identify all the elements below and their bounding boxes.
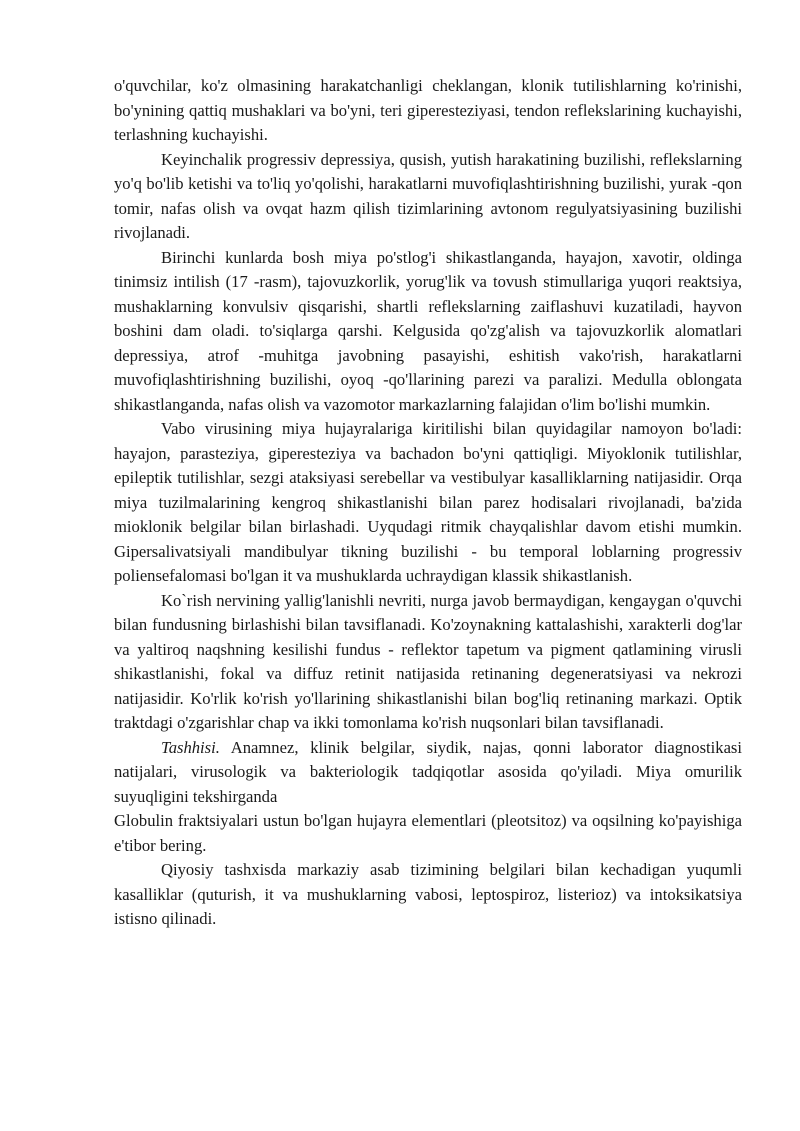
diagnosis-heading: Tashhisi. bbox=[161, 737, 220, 757]
paragraph-4: Vabo virusining miya hujayralariga kiritilishi bilan quyidagilar namoyon bo'ladi: hayajon, parasteziya, giperesteziya va bachadon bo'yni qattiqligi. Miyoklonik tutilishlar, epileptik tutilishlar, sezgi ataksiyasi serebellar va vestibulyar kasalliklarning natijasidir. Orqa miya tuzilmalarining kengroq shikastlanishi bilan parez hodisalari rivojlanadi, ba'zida mioklonik belgilar bilan birlashadi. Uyqudagi ritmik chayqalishlar davom etishi mumkin. Gipersalivatsiyali mandibulyar tikning buzilishi - bu temporal loblarning progressiv poliensefalomasi bo'lgan it va mushuklarda uchraydigan klassik shikastlanish. bbox=[114, 419, 742, 585]
paragraph-1: o'quvchilar, ko'z olmasining harakatchanligi cheklangan, klonik tutilishlarning ko'rinishi, bo'ynining qattiq mushaklari va bo'yni, teri giperesteziyasi, tendon reflekslarining kuchayishi, terlashning kuchayishi. bbox=[114, 76, 742, 144]
paragraph-2: Keyinchalik progressiv depressiya, qusish, yutish harakatining buzilishi, reflekslarning yo'q bo'lib ketishi va to'liq yo'qolishi, harakatlarni muvofiqlashtirishning buzilishi, yurak -qon tomir, nafas olish va ovqat hazm qilish tizimlarining avtonom regulyatsiyasining buzilishi rivojlanadi. bbox=[114, 149, 742, 242]
paragraph-6 bbox=[114, 736, 742, 810]
document-page bbox=[114, 74, 742, 932]
paragraph-3: Birinchi kunlarda bosh miya po'stlog'i shikastlanganda, hayajon, xavotir, oldinga tinimsiz intilish (17 -rasm), tajovuzkorlik, yorug'lik va tovush stimullariga yuqori reaktsiya, mushaklarning konvulsiv qisqarishi, shartli reflekslarning zaiflashuvi kuzatiladi, hayvon boshini dam oladi. to'siqlarga qarshi. Kelgusida qo'zg'alish va tajovuzkorlik alomatlari depressiya, atrof -muhitga javobning pasayishi, eshitish vako'rish, harakatlarni muvofiqlashtirishning buzilishi, oyoq -qo'llarining parezi va paralizi. Medulla oblongata shikastlanganda, nafas olish va vazomotor markazlarning falajidan o'lim bo'lishi mumkin. bbox=[114, 247, 742, 414]
paragraph-7: Globulin fraktsiyalari ustun bo'lgan hujayra elementlari (pleotsitoz) va oqsilning ko'payishiga e'tibor bering. bbox=[114, 811, 742, 855]
paragraph-5: Ko`rish nervining yallig'lanishli nevriti, nurga javob bermaydigan, kengaygan o'quvchi bilan fundusning birlashishi bilan tavsiflanadi. Ko'zoynakning kattalashishi, xarakterli dog'lar va yaltiroq naqshning kesilishi fundus - reflektor tapetum va pigment qatlamining virusli shikastlanishi, fokal va diffuz retinit natijasida retinaning degeneratsiyasi va nekrozi natijasidir. Ko'rlik ko'rish yo'llarining shikastlanishi bilan bog'liq retinaning markazi. Optik traktdagi o'zgarishlar chap va ikki tomonlama ko'rish nuqsonlari bilan tavsiflanadi. bbox=[114, 590, 742, 732]
diagnosis-text: Anamnez, klinik belgilar, siydik, najas, qonni laborator diagnostikasi natijalari, virusologik va bakteriologik tadqiqotlar asosida qo'yiladi. Miya omurilik suyuqligini tekshirganda bbox=[114, 737, 742, 806]
paragraph-8: Qiyosiy tashxisda markaziy asab tizimining belgilari bilan kechadigan yuqumli kasalliklar (quturish, it va mushuklarning vabosi, leptospiroz, listerioz) va intoksikatsiya istisno qilinadi. bbox=[114, 860, 742, 928]
